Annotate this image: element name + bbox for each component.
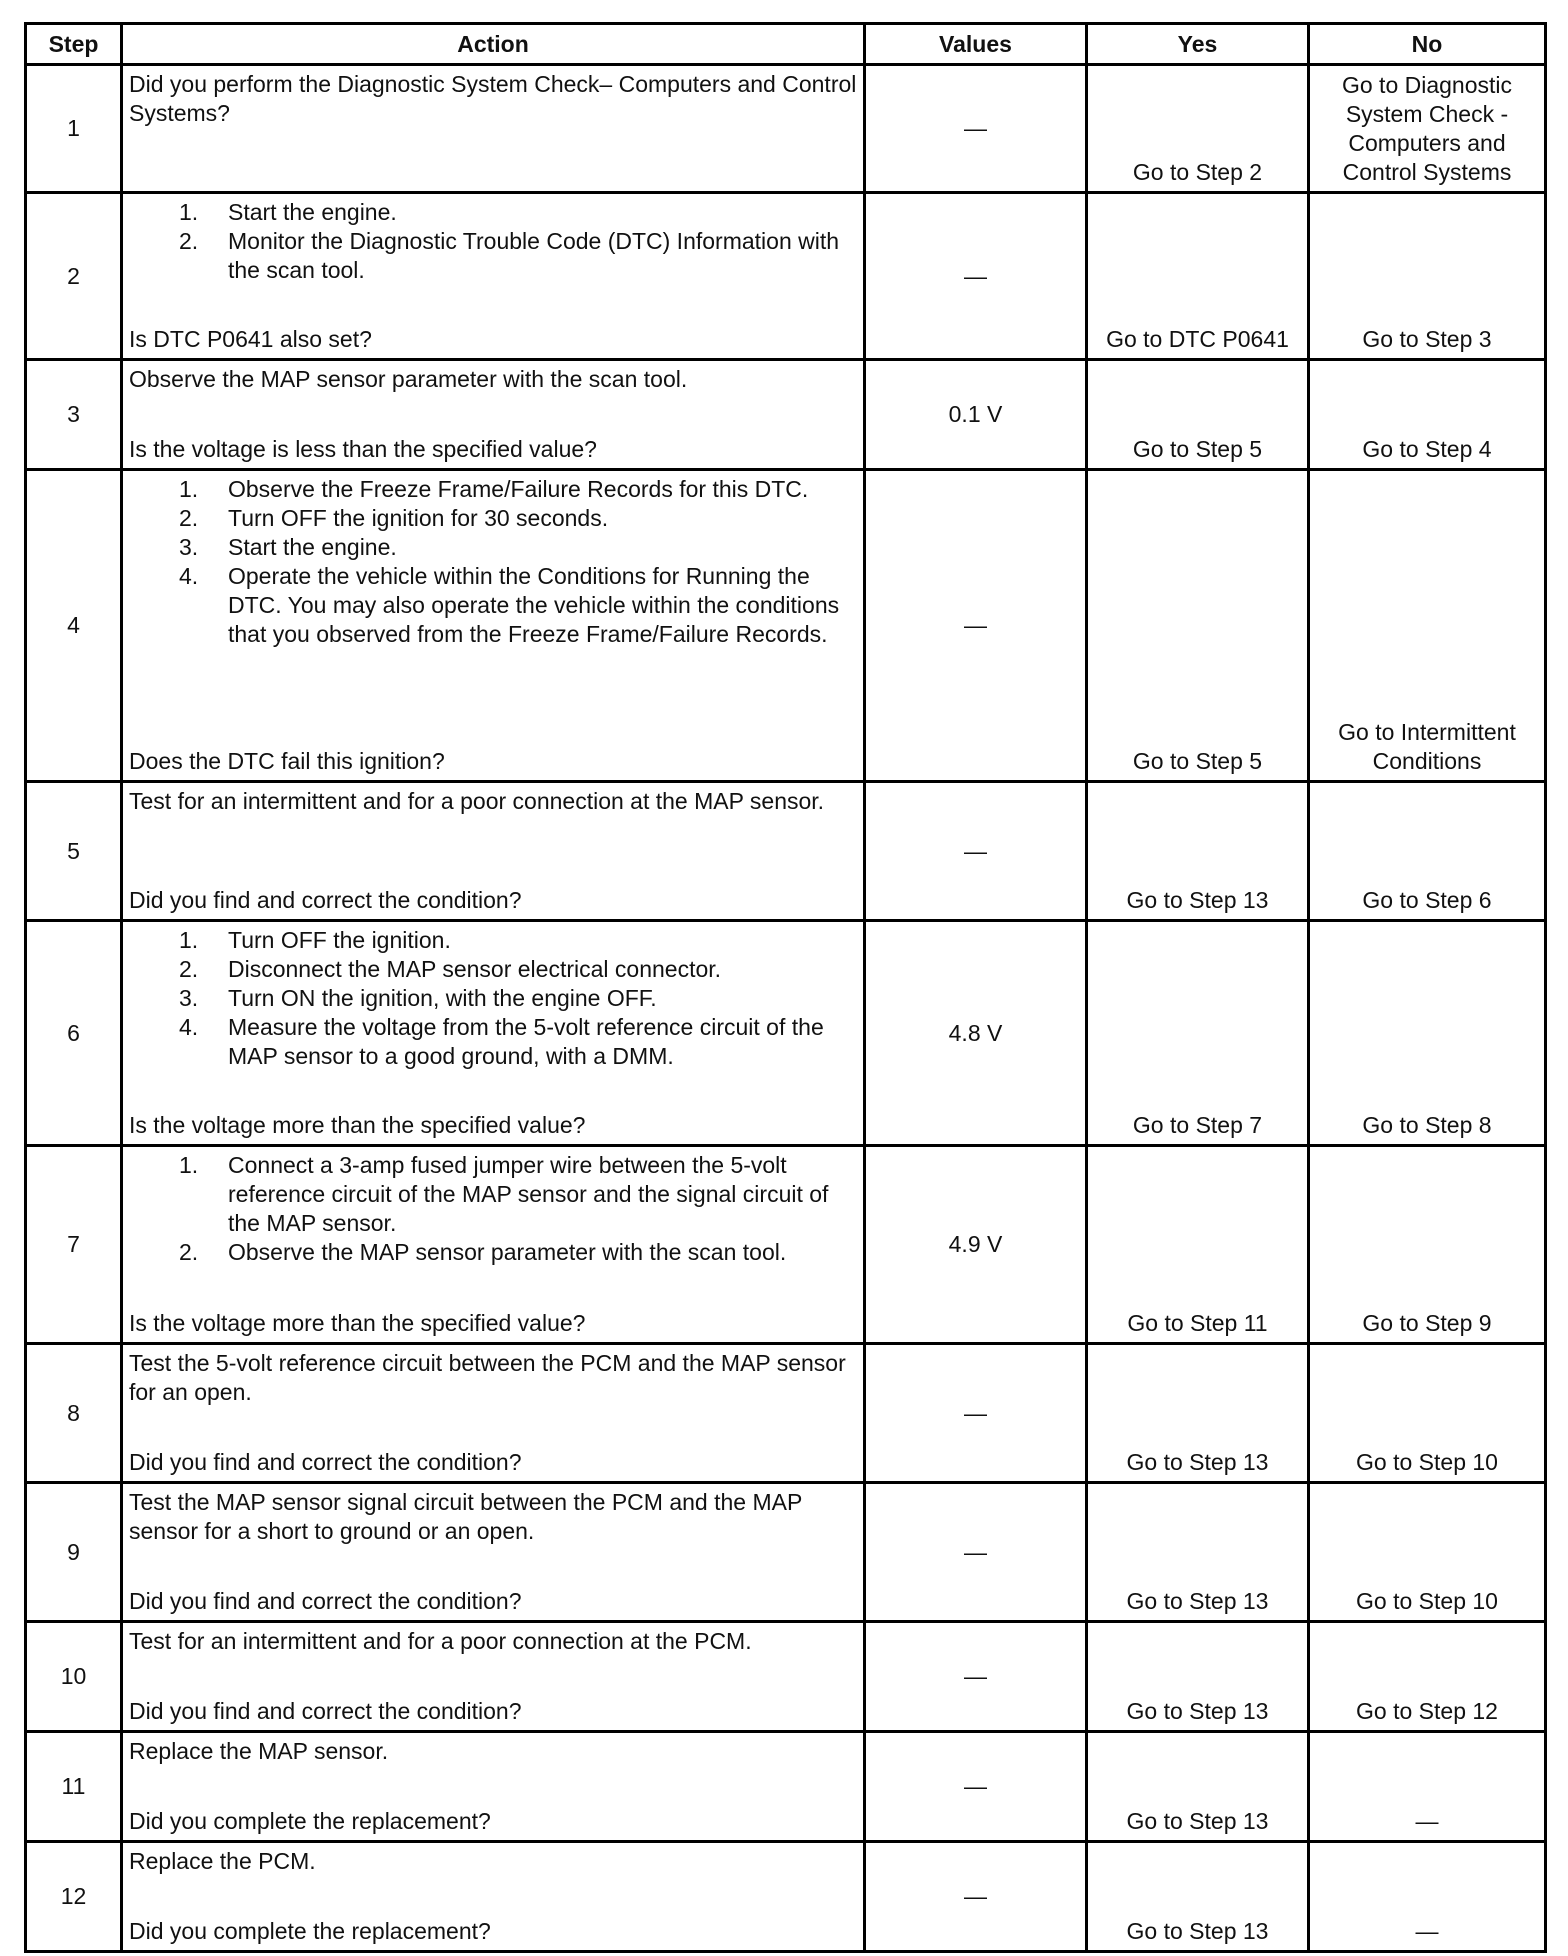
action-step-number: 1. — [179, 199, 199, 225]
yes-cell — [1087, 193, 1309, 360]
step-number: 7 — [26, 1146, 122, 1344]
action-content — [129, 926, 857, 1140]
step-number: 5 — [26, 782, 122, 921]
no-result: Go to Step 8 — [1362, 1112, 1492, 1138]
no-cell — [1309, 782, 1546, 921]
action-content — [129, 1488, 857, 1616]
action-content — [129, 70, 857, 187]
action-step-number: 2. — [179, 956, 199, 982]
yes-cell — [1087, 1146, 1309, 1344]
no-result: Go to Step 12 — [1356, 1698, 1498, 1724]
action-cell — [122, 921, 865, 1146]
header-no: No — [1309, 24, 1546, 65]
action-cell — [122, 1483, 865, 1622]
step-number: 1 — [26, 65, 122, 193]
action-step — [129, 984, 857, 1013]
action-question: Did you find and correct the condition? — [129, 1588, 522, 1614]
yes-result: Go to DTC P0641 — [1106, 326, 1289, 352]
value-cell: — — [865, 1622, 1087, 1732]
yes-result: Go to Step 13 — [1126, 887, 1269, 913]
action-step-number: 3. — [179, 534, 199, 560]
table-row — [26, 470, 1546, 782]
table-row — [26, 921, 1546, 1146]
step-number: 6 — [26, 921, 122, 1146]
yes-cell — [1087, 1344, 1309, 1483]
no-cell — [1309, 1344, 1546, 1483]
yes-result: Go to Step 5 — [1132, 748, 1263, 774]
action-step — [129, 562, 857, 649]
no-result: Go to Step 4 — [1362, 436, 1492, 462]
no-result: — — [1415, 1918, 1439, 1944]
action-step-list — [129, 1151, 857, 1267]
value-cell: — — [865, 65, 1087, 193]
action-content — [129, 1847, 857, 1946]
value-cell: — — [865, 193, 1087, 360]
step-number: 9 — [26, 1483, 122, 1622]
table-row — [26, 193, 1546, 360]
no-result: Go to Diagnostic System Check - Computers and Control Systems — [1341, 72, 1513, 185]
value-cell: — — [865, 1344, 1087, 1483]
table-row — [26, 360, 1546, 470]
no-result: Go to Step 10 — [1356, 1588, 1498, 1614]
no-result: Go to Step 3 — [1362, 326, 1492, 352]
action-question: Did you complete the replacement? — [129, 1808, 491, 1834]
action-content — [129, 787, 857, 915]
yes-result: Go to Step 5 — [1132, 436, 1263, 462]
action-step-text: Disconnect the MAP sensor electrical connector. — [228, 956, 722, 982]
action-step — [129, 227, 857, 285]
header-action: Action — [122, 24, 865, 65]
action-step-list — [129, 198, 857, 285]
table-row — [26, 1344, 1546, 1483]
action-cell — [122, 1146, 865, 1344]
step-number: 4 — [26, 470, 122, 782]
action-step-number: 2. — [179, 505, 199, 531]
action-step-text: Monitor the Diagnostic Trouble Code (DTC) Information with the scan tool. — [228, 228, 840, 283]
action-step — [129, 475, 857, 504]
yes-result: Go to Step 13 — [1126, 1808, 1269, 1834]
action-step-number: 2. — [179, 228, 199, 254]
yes-result: Go to Step 13 — [1126, 1698, 1269, 1724]
action-text: Test the MAP sensor signal circuit between the PCM and the MAP sensor for a short to ground or an open. — [129, 1489, 802, 1544]
diagnostic-table — [24, 22, 1547, 1953]
action-question: Is the voltage more than the specified value? — [129, 1310, 586, 1336]
no-cell — [1309, 1483, 1546, 1622]
action-step-text: Observe the Freeze Frame/Failure Records for this DTC. — [228, 476, 809, 502]
yes-result: Go to Step 2 — [1132, 159, 1263, 185]
action-step — [129, 198, 857, 227]
action-step-list — [129, 926, 857, 1071]
no-cell — [1309, 360, 1546, 470]
step-number: 2 — [26, 193, 122, 360]
value-cell: — — [865, 1732, 1087, 1842]
yes-cell — [1087, 1842, 1309, 1952]
action-question: Does the DTC fail this ignition? — [129, 748, 445, 774]
header-row — [26, 24, 1546, 65]
yes-result: Go to Step 13 — [1126, 1449, 1269, 1475]
action-content — [129, 1349, 857, 1477]
step-number: 12 — [26, 1842, 122, 1952]
action-question: Did you complete the replacement? — [129, 1918, 491, 1944]
value-cell: 4.9 V — [865, 1146, 1087, 1344]
yes-result: Go to Step 11 — [1127, 1310, 1268, 1336]
action-step — [129, 1238, 857, 1267]
action-cell — [122, 470, 865, 782]
no-result: Go to Intermittent Conditions — [1338, 719, 1516, 774]
header-yes: Yes — [1087, 24, 1309, 65]
no-cell — [1309, 1146, 1546, 1344]
value-cell: — — [865, 782, 1087, 921]
action-step-text: Turn OFF the ignition. — [228, 927, 451, 953]
no-cell — [1309, 1842, 1546, 1952]
action-cell — [122, 65, 865, 193]
action-step-text: Start the engine. — [228, 534, 397, 560]
no-cell — [1309, 65, 1546, 193]
action-cell — [122, 1732, 865, 1842]
value-cell: — — [865, 1842, 1087, 1952]
action-cell — [122, 1622, 865, 1732]
action-step-number: 1. — [179, 1152, 199, 1178]
action-question: Did you find and correct the condition? — [129, 1698, 522, 1724]
action-step-number: 4. — [179, 563, 199, 589]
action-question: Did you find and correct the condition? — [129, 1449, 522, 1475]
yes-cell — [1087, 782, 1309, 921]
no-result: — — [1415, 1808, 1439, 1834]
action-step-text: Start the engine. — [228, 199, 397, 225]
yes-cell — [1087, 1622, 1309, 1732]
action-text: Test for an intermittent and for a poor connection at the PCM. — [129, 1628, 752, 1654]
yes-cell — [1087, 1732, 1309, 1842]
action-text: Replace the MAP sensor. — [129, 1738, 389, 1764]
step-number: 3 — [26, 360, 122, 470]
action-content — [129, 1627, 857, 1726]
action-step — [129, 504, 857, 533]
action-cell — [122, 782, 865, 921]
table-row — [26, 1622, 1546, 1732]
yes-cell — [1087, 1483, 1309, 1622]
action-text: Replace the PCM. — [129, 1848, 316, 1874]
action-question: Is DTC P0641 also set? — [129, 326, 372, 352]
action-step-text: Connect a 3-amp fused jumper wire between the 5-volt reference circuit of the MAP sensor and the signal circuit of the MAP sensor. — [228, 1152, 829, 1236]
action-content — [129, 475, 857, 776]
yes-cell — [1087, 921, 1309, 1146]
step-number: 10 — [26, 1622, 122, 1732]
action-text: Observe the MAP sensor parameter with the scan tool. — [129, 366, 688, 392]
action-text: Test the 5-volt reference circuit between the PCM and the MAP sensor for an open. — [129, 1350, 846, 1405]
table-row — [26, 1732, 1546, 1842]
step-number: 11 — [26, 1732, 122, 1842]
no-result: Go to Step 9 — [1362, 1310, 1492, 1336]
action-cell — [122, 193, 865, 360]
value-cell: — — [865, 470, 1087, 782]
action-step-text: Measure the voltage from the 5-volt reference circuit of the MAP sensor to a good ground, with a DMM. — [228, 1014, 824, 1069]
action-cell — [122, 1344, 865, 1483]
action-content — [129, 1737, 857, 1836]
table-row — [26, 1146, 1546, 1344]
action-text: Did you perform the Diagnostic System Check– Computers and Control Systems? — [129, 71, 857, 126]
value-cell: 0.1 V — [865, 360, 1087, 470]
action-question: Did you find and correct the condition? — [129, 887, 522, 913]
action-step — [129, 1151, 857, 1238]
action-content — [129, 198, 857, 354]
no-cell — [1309, 193, 1546, 360]
table-row — [26, 1842, 1546, 1952]
header-values: Values — [865, 24, 1087, 65]
table-row — [26, 1483, 1546, 1622]
action-step-number: 3. — [179, 985, 199, 1011]
table-row — [26, 65, 1546, 193]
no-cell — [1309, 921, 1546, 1146]
action-step-number: 1. — [179, 476, 199, 502]
action-step-number: 4. — [179, 1014, 199, 1040]
no-cell — [1309, 1622, 1546, 1732]
action-step-text: Operate the vehicle within the Conditions for Running the DTC. You may also operate the vehicle within the conditions that you observed from the Freeze Frame/Failure Records. — [228, 563, 840, 647]
action-step-number: 1. — [179, 927, 199, 953]
action-step — [129, 955, 857, 984]
action-step — [129, 926, 857, 955]
yes-cell — [1087, 65, 1309, 193]
yes-result: Go to Step 7 — [1132, 1112, 1263, 1138]
no-result: Go to Step 10 — [1356, 1449, 1498, 1475]
header-step: Step — [26, 24, 122, 65]
yes-cell — [1087, 470, 1309, 782]
action-content — [129, 365, 857, 464]
action-text: Test for an intermittent and for a poor connection at the MAP sensor. — [129, 788, 825, 814]
action-step — [129, 1013, 857, 1071]
action-cell — [122, 360, 865, 470]
yes-result: Go to Step 13 — [1126, 1918, 1269, 1944]
no-cell — [1309, 470, 1546, 782]
value-cell: — — [865, 1483, 1087, 1622]
yes-result: Go to Step 13 — [1126, 1588, 1269, 1614]
step-number: 8 — [26, 1344, 122, 1483]
action-step-text: Turn OFF the ignition for 30 seconds. — [228, 505, 609, 531]
action-step-list — [129, 475, 857, 649]
action-cell — [122, 1842, 865, 1952]
action-question: Is the voltage more than the specified value? — [129, 1112, 586, 1138]
action-step-number: 2. — [179, 1239, 199, 1265]
value-cell: 4.8 V — [865, 921, 1087, 1146]
no-cell — [1309, 1732, 1546, 1842]
yes-cell — [1087, 360, 1309, 470]
action-content — [129, 1151, 857, 1338]
action-step-text: Observe the MAP sensor parameter with the scan tool. — [228, 1239, 787, 1265]
table-row — [26, 782, 1546, 921]
action-question: Is the voltage is less than the specified value? — [129, 436, 597, 462]
action-step — [129, 533, 857, 562]
no-result: Go to Step 6 — [1362, 887, 1492, 913]
action-step-text: Turn ON the ignition, with the engine OFF. — [228, 985, 657, 1011]
